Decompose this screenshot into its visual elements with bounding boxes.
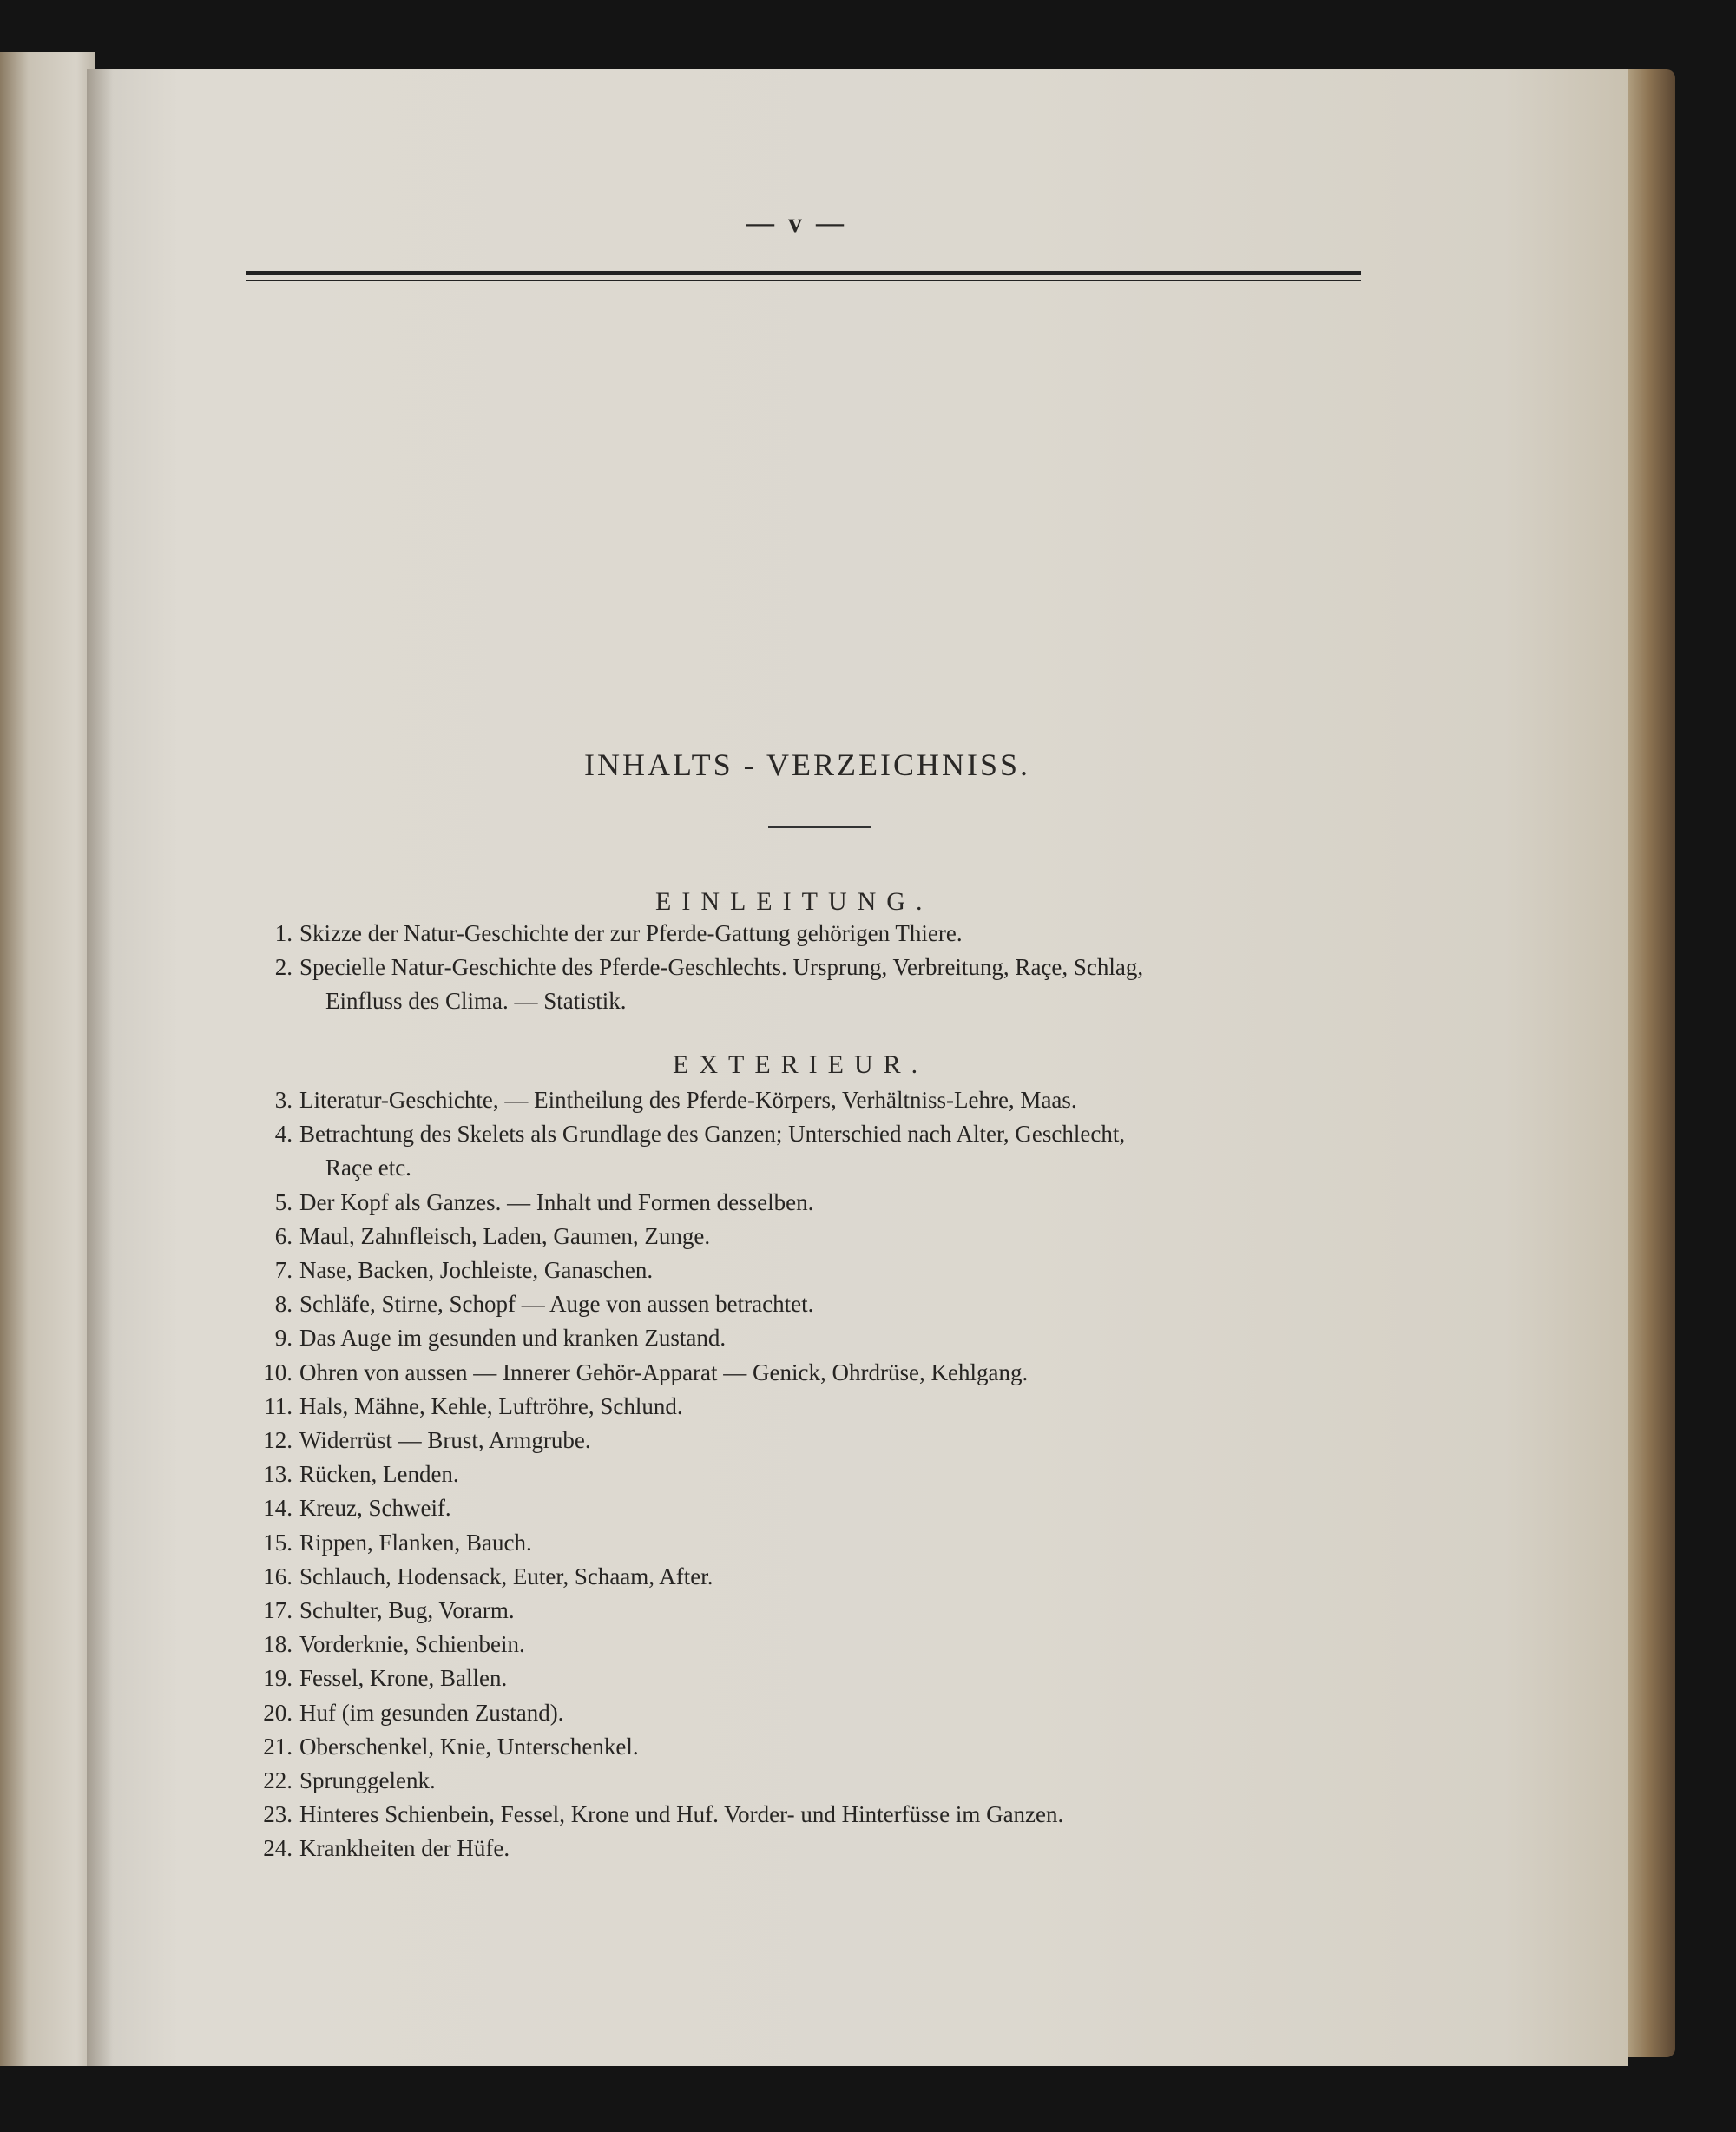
entry-number: 1. — [274, 920, 293, 946]
entry-text: Hinteres Schienbein, Fessel, Krone und Huf. Vorder- und Hinterfüsse im Ganzen. — [299, 1801, 1064, 1828]
entry-text: Ohren von aussen — Innerer Gehör-Apparat — Genick, Ohrdrüse, Kehlgang. — [299, 1359, 1029, 1385]
entry-text: Schlauch, Hodensack, Euter, Schaam, After. — [299, 1563, 713, 1589]
entry-text: Schläfe, Stirne, Schopf — Auge von aussen betrachtet. — [299, 1291, 814, 1318]
entry-number: 14. — [263, 1495, 293, 1522]
entry-number: 3. — [274, 1087, 293, 1113]
toc-entry — [247, 920, 963, 947]
title-text: INHALTS - VERZEICHNISS. — [583, 747, 1031, 782]
entry-text: Das Auge im gesunden und kranken Zustand. — [299, 1325, 727, 1352]
entry-text: Krankheiten der Hüfe. — [299, 1835, 510, 1862]
toc-entry — [247, 1563, 713, 1590]
entry-number: 17. — [263, 1597, 293, 1623]
entry-text: Vorderknie, Schienbein. — [299, 1631, 525, 1658]
entry-number: 12. — [263, 1427, 293, 1453]
header-rule-thick — [246, 271, 1361, 275]
entry-number: 10. — [263, 1359, 293, 1385]
toc-entry — [247, 1461, 459, 1488]
toc-entry — [247, 1801, 1063, 1828]
entry-number: 19. — [263, 1665, 293, 1692]
entry-text: Huf (im gesunden Zustand). — [299, 1699, 564, 1726]
toc-entry — [247, 1393, 683, 1420]
title-rule — [768, 826, 871, 828]
toc-entry — [247, 1291, 813, 1318]
entry-text: Der Kopf als Ganzes. — Inhalt und Formen desselben. — [299, 1188, 814, 1215]
toc-entry — [247, 1359, 1028, 1386]
entry-number: 13. — [263, 1461, 293, 1488]
entry-text: Skizze der Natur-Geschichte der zur Pferde-Gattung gehörigen Thiere. — [299, 920, 963, 946]
entry-number: 23. — [263, 1801, 293, 1828]
entry-continuation: Einfluss des Clima. — Statistik. — [326, 988, 627, 1015]
entry-continuation: Raçe etc. — [326, 1155, 411, 1181]
entry-number: 2. — [274, 954, 293, 981]
entry-number: 9. — [274, 1325, 293, 1352]
toc-entry — [247, 1189, 813, 1216]
page-number: — v — — [746, 207, 847, 238]
entry-number: 7. — [274, 1257, 293, 1283]
toc-entry — [247, 1325, 726, 1352]
toc-entry — [247, 1530, 532, 1556]
entry-text: Hals, Mähne, Kehle, Luftröhre, Schlund. — [299, 1392, 683, 1419]
entry-number: 15. — [263, 1529, 293, 1556]
entry-text: Maul, Zahnfleisch, Laden, Gaumen, Zunge. — [299, 1222, 711, 1249]
entry-text: Specielle Natur-Geschichte des Pferde-Geschlechts. Ursprung, Verbreitung, Raçe, Schlag, — [299, 954, 1144, 981]
entry-text: Rücken, Lenden. — [299, 1461, 459, 1488]
toc-entry — [247, 1223, 710, 1250]
gutter-shadow — [87, 69, 113, 2066]
toc-entry — [247, 1700, 563, 1727]
entry-text: Widerrüst — Brust, Armgrube. — [299, 1427, 591, 1453]
entry-number: 4. — [274, 1121, 293, 1148]
entry-text: Oberschenkel, Knie, Unterschenkel. — [299, 1733, 639, 1760]
toc-entry — [247, 1087, 1077, 1114]
toc-entry — [247, 954, 1143, 981]
entry-number: 5. — [274, 1188, 293, 1215]
toc-entry — [247, 1631, 525, 1658]
entry-text: Nase, Backen, Jochleiste, Ganaschen. — [299, 1257, 654, 1283]
toc-entry — [247, 1121, 1125, 1148]
toc-entry — [247, 1665, 507, 1692]
entry-number: 18. — [263, 1631, 293, 1658]
toc-entry — [247, 1767, 436, 1794]
entry-number: 22. — [263, 1767, 293, 1793]
toc-entry — [247, 1495, 451, 1522]
entry-text: Kreuz, Schweif. — [299, 1495, 451, 1522]
toc-entry — [247, 1597, 515, 1624]
entry-text: Schulter, Bug, Vorarm. — [299, 1597, 515, 1623]
toc-entry — [247, 1427, 591, 1454]
left-page-edge — [0, 52, 95, 2066]
entry-number: 16. — [263, 1563, 293, 1589]
entry-text: Betrachtung des Skelets als Grundlage des Ganzen; Unterschied nach Alter, Geschlecht, — [299, 1121, 1126, 1148]
section-heading: EXTERIEUR. — [673, 1050, 929, 1079]
page-title — [0, 747, 1736, 783]
toc-entry — [247, 1734, 639, 1760]
entry-text: Rippen, Flanken, Bauch. — [299, 1529, 532, 1556]
section-heading: EINLEITUNG. — [655, 887, 933, 916]
toc-entry — [247, 1835, 510, 1862]
toc-entry — [247, 1257, 653, 1284]
entry-text: Literatur-Geschichte, — Eintheilung des Pferde-Körpers, Verhältniss-Lehre, Maas. — [299, 1087, 1077, 1113]
entry-number: 6. — [274, 1222, 293, 1249]
entry-number: 24. — [263, 1835, 293, 1862]
entry-number: 21. — [263, 1733, 293, 1760]
entry-number: 20. — [263, 1699, 293, 1726]
entry-number: 8. — [274, 1291, 293, 1318]
entry-number: 11. — [264, 1392, 293, 1419]
entry-text: Sprunggelenk. — [299, 1767, 436, 1793]
header-rule-thin — [246, 280, 1361, 281]
entry-text: Fessel, Krone, Ballen. — [299, 1665, 508, 1692]
